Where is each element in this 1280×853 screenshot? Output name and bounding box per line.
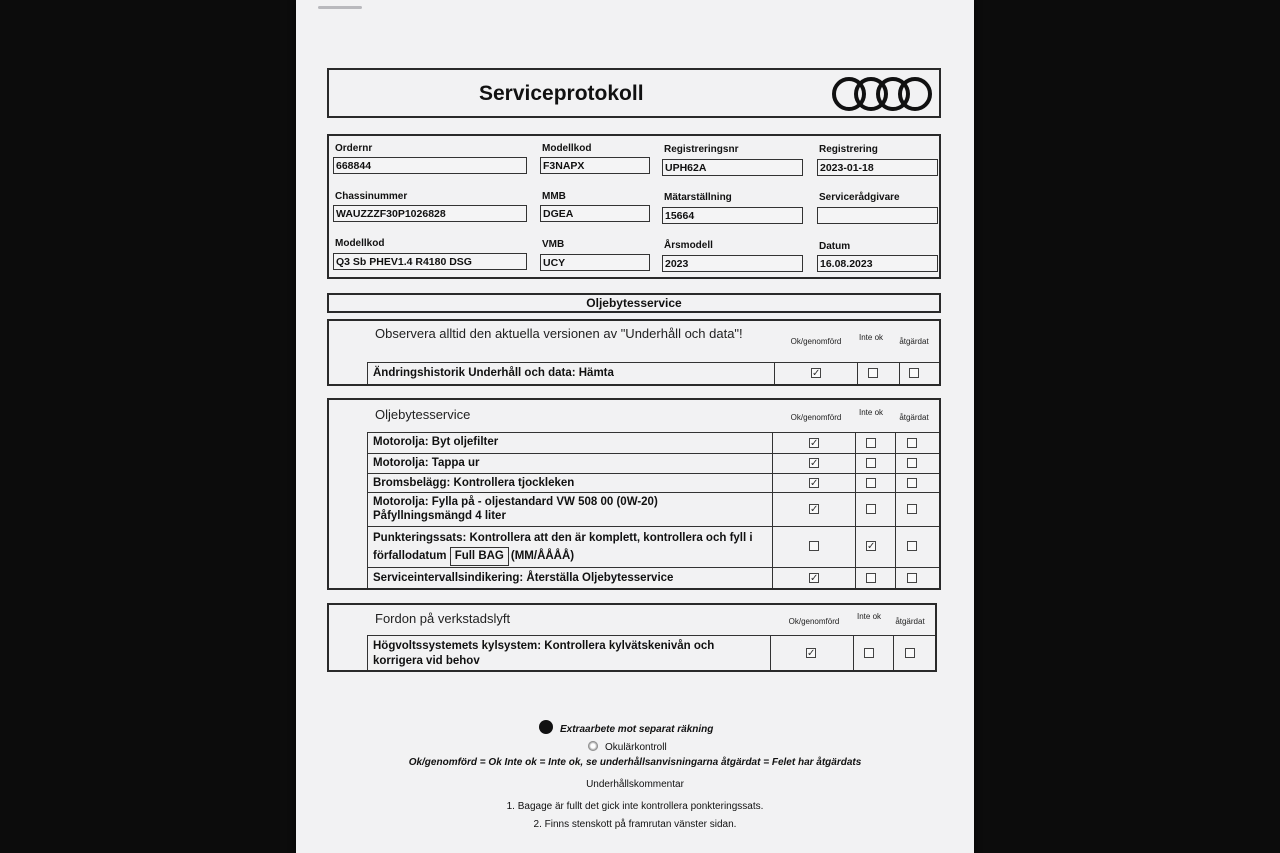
checkbox-ok[interactable]: ✓: [810, 438, 819, 449]
date-format-label: (MM/ÅÅÅÅ): [510, 550, 575, 562]
table-row: Serviceintervallsindikering: Återställa Oljebytesservice: [373, 572, 674, 584]
col-inte: Inte ok: [859, 333, 884, 342]
col-ok: Ok/genomförd: [790, 413, 842, 422]
servicerad-label: Servicerådgivare: [819, 192, 900, 203]
modellkod-label: Modellkod: [542, 143, 592, 154]
checkbox-inte-ok[interactable]: [868, 368, 878, 378]
checkbox-inte-ok[interactable]: [864, 648, 874, 658]
comment-title: Underhållskommentar: [586, 779, 684, 790]
title-box: [327, 68, 941, 118]
table-oljebytesservice: [327, 398, 941, 590]
eye-dot-icon: [588, 741, 598, 751]
checkbox-inte-ok[interactable]: [866, 458, 876, 468]
row-text-line2: korrigera vid behov: [373, 655, 480, 667]
table-row: [373, 530, 753, 566]
checkbox-atgardat[interactable]: [907, 504, 917, 514]
comment-2: 2. Finns stenskott på framrutan vänster sidan.: [533, 819, 737, 830]
checkbox-ok[interactable]: ✓: [810, 458, 819, 469]
arsmodell-label: Årsmodell: [664, 240, 713, 251]
col-atgardat: åtgärdat: [899, 337, 929, 346]
row-text-line1: Motorolja: Fylla på - oljestandard VW 508 00 (0W-20): [373, 496, 658, 508]
registreringsnr-field: UPH62A: [662, 159, 803, 176]
matarstallning-field: 15664: [662, 207, 803, 224]
table-row: Motorolja: Tappa ur: [373, 457, 480, 469]
chassinummer-label: Chassinummer: [335, 191, 408, 202]
row-text-line1: Högvoltssystemets kylsystem: Kontrollera kylvätskenivån och: [373, 640, 715, 652]
checkbox-ok[interactable]: ✓: [810, 573, 819, 584]
registreringsnr-label: Registreringsnr: [664, 144, 739, 155]
chassinummer-field: WAUZZZF30P1026828: [333, 205, 527, 222]
extra-note: Extraarbete mot separat räkning: [560, 724, 714, 735]
modellkod-field: F3NAPX: [540, 157, 650, 174]
legend-text: Ok/genomförd = Ok Inte ok = Inte ok, se underhållsanvisningarna åtgärdat = Felet har åtgärdats: [408, 757, 862, 768]
checkbox-atgardat[interactable]: [907, 573, 917, 583]
row-text-line2: Påfyllningsmängd 4 liter: [373, 510, 506, 522]
row-text-line2: förfallodatum: [373, 550, 447, 562]
checkbox-atgardat[interactable]: [909, 368, 919, 378]
table-row: [373, 639, 714, 669]
vmb-label: VMB: [542, 239, 565, 250]
checkbox-atgardat[interactable]: [907, 458, 917, 468]
filled-dot-icon: [539, 720, 553, 734]
datum-label: Datum: [819, 241, 851, 252]
checkbox-ok[interactable]: ✓: [807, 648, 816, 659]
col-atgardat: åtgärdat: [899, 413, 929, 422]
table-row: [373, 495, 658, 523]
col-ok: Ok/genomförd: [788, 617, 840, 626]
section-header: [327, 293, 941, 313]
table-row: Bromsbelägg: Kontrollera tjockleken: [373, 477, 575, 489]
table-row: Motorolja: Byt oljefilter: [373, 436, 499, 448]
checkbox-atgardat[interactable]: [905, 648, 915, 658]
checkbox-atgardat[interactable]: [907, 541, 917, 551]
checkbox-ok[interactable]: ✓: [810, 478, 819, 489]
comment-1: 1. Bagage är fullt det gick inte kontrollera ponkteringssats.: [506, 801, 764, 812]
datum-field: 16.08.2023: [817, 255, 938, 272]
servicerad-field: [817, 207, 938, 224]
page-title: Serviceprotokoll: [479, 82, 644, 105]
arsmodell-field: 2023: [662, 255, 803, 272]
ordernr-field: 668844: [333, 157, 527, 174]
mmb-label: MMB: [542, 191, 566, 202]
okular-note: Okulärkontroll: [605, 742, 667, 753]
mmb-field: DGEA: [540, 205, 650, 222]
vehicle-info-box: [327, 134, 941, 279]
checkbox-inte-ok[interactable]: ✓: [867, 541, 876, 552]
table3-header: Fordon på verkstadslyft: [375, 611, 511, 626]
table-fordon-verkstadslyft: [327, 603, 937, 672]
registrering-field: 2023-01-18: [817, 159, 938, 176]
checkbox-atgardat[interactable]: [907, 438, 917, 448]
checkbox-ok[interactable]: [809, 541, 819, 551]
table-row: Ändringshistorik Underhåll och data: Hämta: [373, 367, 614, 379]
bag-date-field: Full BAG: [450, 547, 509, 566]
table2-header: Oljebytesservice: [375, 407, 471, 422]
ordernr-label: Ordernr: [335, 143, 373, 154]
col-inte: Inte ok: [859, 408, 884, 417]
checkbox-inte-ok[interactable]: [866, 504, 876, 514]
table1-header: Observera alltid den aktuella versionen av "Underhåll och data"!: [375, 326, 743, 341]
four-rings-logo: [831, 74, 935, 114]
row-text-line1: Punkteringssats: Kontrollera att den är komplett, kontrollera och fyll i: [373, 532, 753, 544]
modellkod2-field: Q3 Sb PHEV1.4 R4180 DSG: [333, 253, 527, 270]
section-title: Oljebytesservice: [586, 296, 682, 310]
checkbox-ok[interactable]: ✓: [812, 368, 821, 379]
matarstallning-label: Mätarställning: [664, 192, 732, 203]
checkbox-inte-ok[interactable]: [866, 573, 876, 583]
col-atgardat: åtgärdat: [895, 617, 925, 626]
staple: [318, 6, 362, 9]
checkbox-atgardat[interactable]: [907, 478, 917, 488]
vmb-field: UCY: [540, 254, 650, 271]
service-protocol-sheet: [296, 0, 974, 853]
table-observera: [327, 319, 941, 386]
modellkod2-label: Modellkod: [335, 238, 385, 249]
checkbox-inte-ok[interactable]: [866, 478, 876, 488]
checkbox-ok[interactable]: ✓: [810, 504, 819, 515]
checkbox-inte-ok[interactable]: [866, 438, 876, 448]
registrering-label: Registrering: [819, 144, 878, 155]
col-inte: Inte ok: [857, 612, 882, 621]
col-ok: Ok/genomförd: [790, 337, 842, 346]
